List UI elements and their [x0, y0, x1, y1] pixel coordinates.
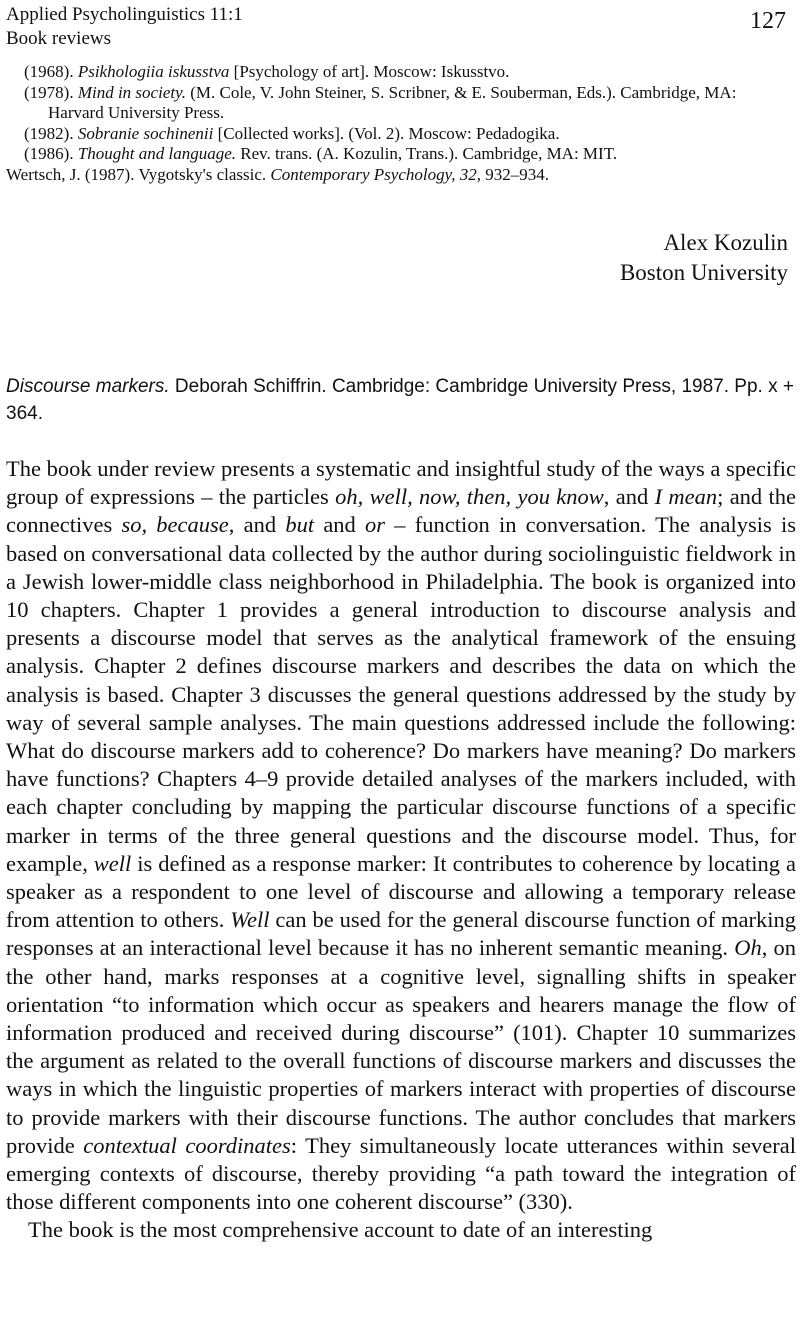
journal-title: Applied Psycholinguistics 11:1	[6, 4, 243, 25]
emphasis-text: oh, well, now, then, you know	[335, 484, 604, 510]
emphasis-text: but	[285, 512, 315, 538]
book-title: Discourse markers.	[6, 376, 170, 397]
paragraph-text: can be used for the general discourse function of marking responses at an interactional level because it has no inherent semantic meaning.	[6, 907, 796, 961]
review-paragraph: The book is the most comprehensive account to date of an interesting	[28, 1217, 653, 1243]
section-label: Book reviews	[6, 28, 112, 49]
book-details: Deborah Schiffrin. Cambridge: Cambridge University Press, 1987. Pp. x + 364.	[6, 376, 794, 424]
emphasis-text: Oh	[734, 935, 762, 961]
paragraph-text: – function in conversation. The analysis is based on conversational data collected by the author during sociolinguistic fieldwork in a Jewish lower-middle class neighborhood in Philadelphia. The book is organized into 10 chapters. Chapter 1 provides a general introduction to discourse analysis and presents a discourse model that serves as the analytical framework of the ensuing analysis. Chapter 2 defines discourse markers and describes the data on which the analysis is based. Chapter 3 discusses the general questions addressed by the study by way of several sample analyses. The main questions addressed include the following: What do discourse markers add to coherence? Do markers have meaning? Do markers have functions? Chapters 4–9 provide detailed analyses of the markers included, with each chapter concluding by mapping the particular discourse functions of a specific marker in terms of the three general questions and the discourse model. Thus, for example,	[6, 512, 796, 876]
reviewer-signature	[620, 228, 788, 288]
reviewed-book-citation	[6, 373, 796, 427]
reference-entry: (1982). Sobranie sochinenii [Collected works]. (Vol. 2). Moscow: Pedadogika.	[24, 123, 560, 143]
paragraph-text: , and	[228, 512, 286, 538]
paragraph-text: is defined as a response marker: It contributes to coherence by locating a speaker as a respondent to one level of discourse and allowing a temporary release from attention to others.	[6, 850, 796, 933]
paragraph-text: , and	[603, 484, 655, 510]
reference-entry: (1968). Psikhologiia iskusstva [Psychology of art]. Moscow: Iskusstvo.	[24, 62, 510, 81]
reviewer-name: Alex Kozulin	[663, 230, 788, 255]
emphasis-text: well	[93, 850, 132, 876]
reference-entry: (1986). Thought and language. Rev. trans. (A. Kozulin, Trans.). Cambridge, MA: MIT.	[24, 144, 618, 163]
paragraph-text: ; and the connectives	[6, 484, 796, 538]
reviewer-affiliation: Boston University	[619, 260, 788, 285]
review-paragraph	[6, 455, 796, 1216]
reference-entry: Wertsch, J. (1987). Vygotsky's classic. Contemporary Psychology, 32, 932–934.	[6, 164, 549, 184]
emphasis-text: I mean	[654, 484, 718, 510]
paragraph-text: The book under review presents a systematic and insightful study of the ways a specific group of expressions – the particles	[6, 456, 796, 510]
running-header	[6, 4, 786, 50]
emphasis-text: so, because	[121, 512, 229, 538]
paragraph-text: : They simultaneously locate utterances within several emerging contexts of discourse, thereby providing “a path toward the integration of those different components into one coherent discourse” (330).	[6, 1132, 796, 1215]
page-number: 127	[750, 8, 786, 34]
emphasis-text: contextual coordinates	[83, 1132, 291, 1158]
review-body	[6, 455, 796, 1245]
emphasis-text: or	[365, 512, 386, 538]
paragraph-text: and	[314, 512, 366, 538]
paragraph-text: , on the other hand, marks responses at a cognitive level, signalling shifts in speaker orientation “to information which occur as speakers and hearers manage the flow of information produced and received during discourse” (101). Chapter 10 summarizes the argument as related to the overall functions of discourse markers and discusses the ways in which the linguistic properties of markers interact with properties of discourse to provide markers with their discourse functions. The author concludes that markers provide	[6, 935, 797, 1158]
emphasis-text: Well	[230, 907, 270, 933]
reference-entry: (1978). Mind in society. (M. Cole, V. John Steiner, S. Scribner, & E. Souberman, Eds.). Cambridge, MA: Harvard University Press.	[24, 82, 737, 122]
reference-list	[6, 62, 786, 185]
